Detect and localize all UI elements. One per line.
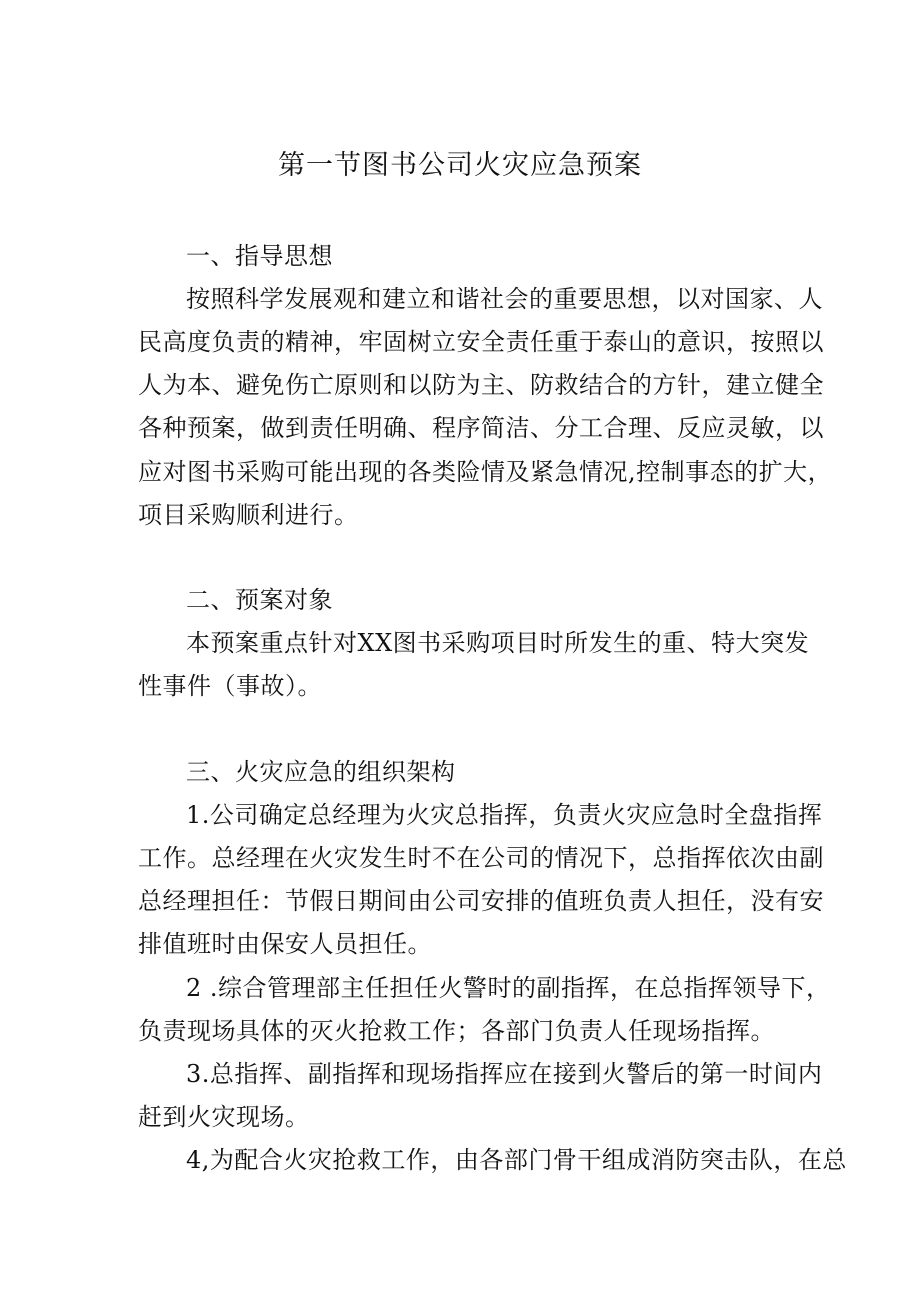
paragraph-line: 性事件（事故）。: [138, 672, 322, 700]
paragraph-line: 3.总指挥、副指挥和现场指挥应在接到火警后的第一时间内: [186, 1060, 823, 1088]
paragraph-line: 应对图书采购可能出现的各类险情及紧急情况,控制事态的扩大，: [138, 458, 833, 486]
section-heading-plan-scope: 二、预案对象: [186, 586, 333, 614]
paragraph-line: 各种预案，做到责任明确、程序简洁、分工合理、反应灵敏，以: [138, 414, 824, 442]
paragraph-line: 人为本、避免伤亡原则和以防为主、防救结合的方针，建立健全: [138, 371, 824, 399]
paragraph-line: 按照科学发展观和建立和谐社会的重要思想，以对国家、人: [186, 285, 823, 313]
section-heading-organization: 三、火灾应急的组织架构: [186, 758, 456, 786]
paragraph-line: 负责现场具体的灭火抢救工作；各部门负责人任现场指挥。: [138, 1017, 775, 1045]
paragraph-line: 总经理担任：节假日期间由公司安排的值班负责人担任，没有安: [138, 887, 824, 915]
paragraph-line: 2 .综合管理部主任担任火警时的副指挥，在总指挥领导下，: [186, 974, 831, 1002]
section-heading-guiding-ideology: 一、指导思想: [186, 242, 333, 270]
paragraph-line: 排值班时由保安人员担任。: [138, 930, 432, 958]
paragraph-line: 本预案重点针对XX图书采购项目时所发生的重、特大突发: [186, 629, 810, 657]
paragraph-line: 4,为配合火灾抢救工作，由各部门骨干组成消防突击队，在总: [186, 1146, 847, 1174]
paragraph-line: 1.公司确定总经理为火灾总指挥，负责火灾应急时全盘指挥: [186, 801, 823, 829]
paragraph-line: 项目采购顺利进行。: [138, 501, 359, 529]
document-title: 第一节图书公司火灾应急预案: [278, 150, 642, 181]
paragraph-line: 赶到火灾现场。: [138, 1103, 310, 1131]
paragraph-line: 工作。总经理在火灾发生时不在公司的情况下，总指挥依次由副: [138, 844, 824, 872]
paragraph-line: 民高度负责的精神，牢固树立安全责任重于泰山的意识，按照以: [138, 328, 824, 356]
